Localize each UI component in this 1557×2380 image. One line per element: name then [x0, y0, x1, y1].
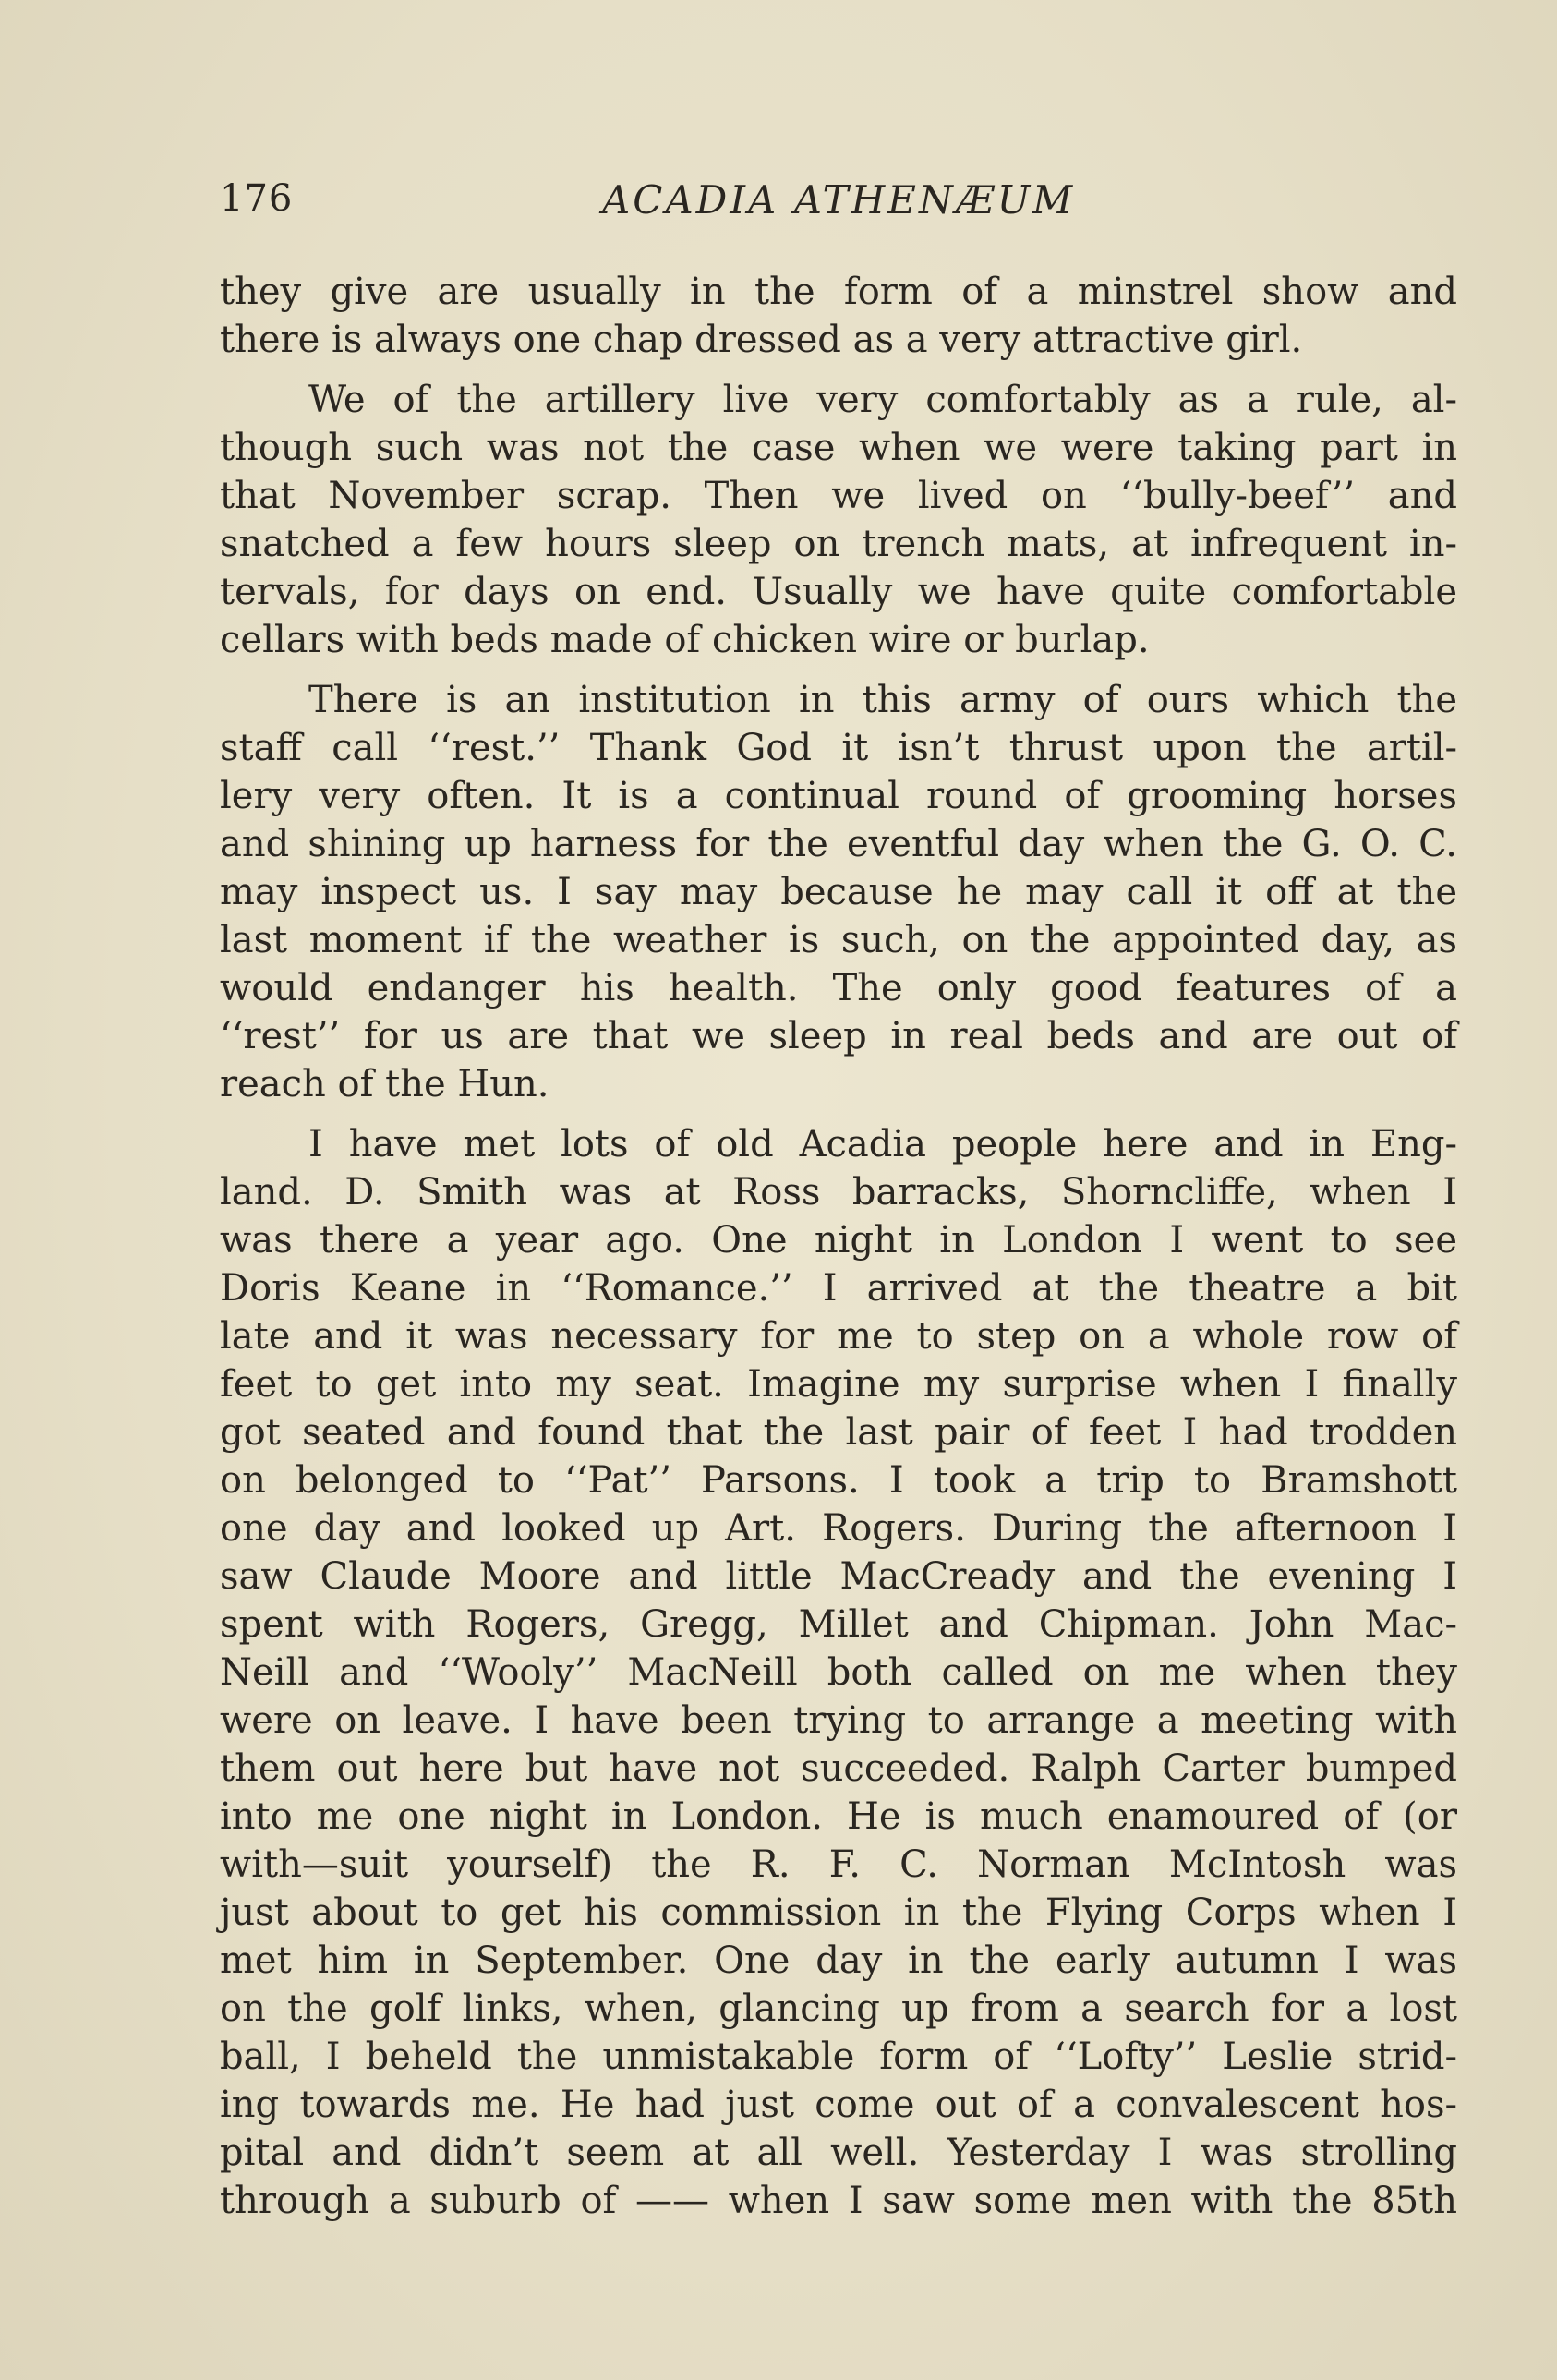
text-line: through a suburb of —— when I saw some men with the 85th — [220, 2180, 1457, 2222]
text-line: land. D. Smith was at Ross barracks, Shorncliffe, when I — [220, 1171, 1457, 1214]
text-line: on belonged to ‘‘Pat’’ Parsons. I took a trip to Bramshott — [220, 1459, 1457, 1502]
text-line: staff call ‘‘rest.’’ Thank God it isn’t thrust upon the artil- — [220, 727, 1457, 769]
text-line: ball, I beheld the unmistakable form of ‘‘Lofty’’ Leslie strid- — [220, 2036, 1457, 2078]
paragraph — [220, 376, 1457, 664]
text-line: them out here but have not succeeded. Ralph Carter bumped — [220, 1747, 1457, 1790]
text-line: I have met lots of old Acadia people here and in Eng- — [308, 1123, 1457, 1166]
text-line: tervals, for days on end. Usually we have quite comfortable — [220, 571, 1457, 613]
text-line: were on leave. I have been trying to arrange a meeting with — [220, 1699, 1457, 1742]
text-line: cellars with beds made of chicken wire or burlap. — [220, 619, 1150, 661]
text-line: saw Claude Moore and little MacCready and the evening I — [220, 1555, 1457, 1598]
text-line: may inspect us. I say may because he may call it off at the — [220, 871, 1457, 913]
text-line: they give are usually in the form of a minstrel show and — [220, 271, 1457, 313]
text-line: into me one night in London. He is much enamoured of (or — [220, 1795, 1457, 1838]
text-line: with—suit yourself) the R. F. C. Norman McIntosh was — [220, 1843, 1457, 1886]
text-line: though such was not the case when we were taking part in — [220, 427, 1457, 469]
text-line: feet to get into my seat. Imagine my surprise when I finally — [220, 1363, 1457, 1406]
page-header — [220, 177, 1457, 233]
text-line: that November scrap. Then we lived on ‘‘bully-beef’’ and — [220, 475, 1457, 517]
text-line: just about to get his commission in the Flying Corps when I — [220, 1891, 1457, 1934]
text-line: met him in September. One day in the early autumn I was — [220, 1939, 1457, 1982]
text-line: pital and didn’t seem at all well. Yesterday I was strolling — [220, 2132, 1457, 2174]
text-line: and shining up harness for the eventful day when the G. O. C. — [220, 823, 1457, 865]
text-line: on the golf links, when, glancing up from a search for a lost — [220, 1987, 1457, 2030]
text-line: There is an institution in this army of ours which the — [308, 679, 1457, 721]
article-body — [220, 268, 1457, 2225]
text-line: We of the artillery live very comfortably as a rule, al- — [308, 379, 1457, 421]
text-line: ‘‘rest’’ for us are that we sleep in real beds and are out of — [220, 1015, 1457, 1057]
text-line: got seated and found that the last pair of feet I had trodden — [220, 1411, 1457, 1454]
text-line: would endanger his health. The only good features of a — [220, 967, 1457, 1009]
paragraph — [220, 1120, 1457, 2225]
text-line: one day and looked up Art. Rogers. During the afternoon I — [220, 1507, 1457, 1550]
text-line: last moment if the weather is such, on the appointed day, as — [220, 919, 1457, 961]
text-line: late and it was necessary for me to step on a whole row of — [220, 1315, 1457, 1358]
text-line: lery very often. It is a continual round of grooming horses — [220, 775, 1457, 817]
text-line: spent with Rogers, Gregg, Millet and Chipman. John Mac- — [220, 1603, 1457, 1646]
text-line: snatched a few hours sleep on trench mats, at infrequent in- — [220, 523, 1457, 565]
text-line: Neill and ‘‘Wooly’’ MacNeill both called on me when they — [220, 1651, 1457, 1694]
text-line: reach of the Hun. — [220, 1063, 549, 1105]
text-line: there is always one chap dressed as a very attractive girl. — [220, 319, 1303, 361]
paragraph — [220, 676, 1457, 1108]
running-title: ACADIA ATHENÆUM — [601, 177, 1076, 223]
text-line: Doris Keane in ‘‘Romance.’’ I arrived at the theatre a bit — [220, 1267, 1457, 1310]
page-number: 176 — [220, 177, 294, 220]
paragraph — [220, 268, 1457, 364]
text-line: was there a year ago. One night in London I went to see — [220, 1219, 1457, 1262]
text-line: ing towards me. He had just come out of a convalescent hos- — [220, 2084, 1457, 2126]
